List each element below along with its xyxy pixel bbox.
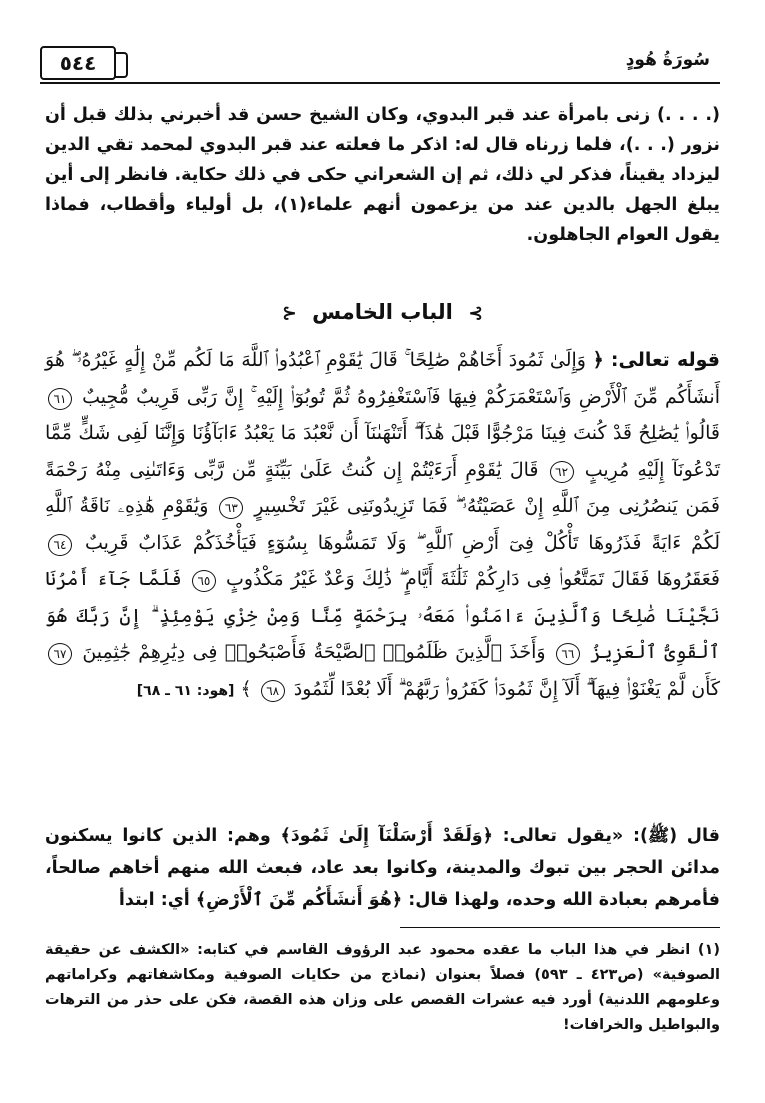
commentary-paragraph <box>45 820 720 916</box>
page-number: ٥٤٤ <box>40 46 116 80</box>
ayah-number-68: ٦٨ <box>261 680 285 702</box>
ayah-number-62: ٦٢ <box>550 461 574 483</box>
intro-paragraph <box>45 100 720 250</box>
ayah-number-63: ٦٣ <box>219 497 243 519</box>
intro-text: (. . . .) زنى بامرأة عند قبر البدوي، وكان الشيخ حسن قد أخبرني بذلك قبل أن نزور (. . .)، فلما زرناه قال له: اذكر ما فعلته عند قبر البدوي لمحمد تقي الدين ليزداد يقيناً، فذكر لي ذلك، ثم إن الشعراني حكى في ذلك حكاية. فانظر إلى أين يبلغ الجهل بالدين عند من يزعمون أنهم علماء(١)، بل أولياء وأقطاب، فماذا يقول العوام الجاهلون. <box>45 105 720 245</box>
ornament-left-icon: ⊰ <box>281 303 297 324</box>
quran-verses <box>45 342 720 709</box>
ayah-67: وَأَخَذَ ٱلَّذِينَ ظَلَمُوا۟ ٱلصَّيْحَةُ فَأَصْبَحُوا۟ فِى دِيَٰرِهِمْ جَٰثِمِينَ <box>82 641 546 663</box>
ayah-65: فَعَقَرُوهَا فَقَالَ تَمَتَّعُوا۟ فِى دَارِكُمْ ثَلَٰثَةَ أَيَّامٍ ۖ ذَٰلِكَ وَعْدٌ غَيْرُ مَكْذُوبٍ <box>226 568 720 590</box>
footnote <box>45 938 720 1038</box>
verse-lead: قوله تعالى: ﴿ <box>592 349 720 371</box>
ayah-number-61: ٦١ <box>48 388 72 410</box>
running-title: سُورَةُ هُودٍ <box>625 50 710 70</box>
verse-close: ﴾ <box>240 677 252 700</box>
ayah-68: كَأَن لَّمْ يَغْنَوْا۟ فِيهَآ ۗ أَلَآ إِنَّ ثَمُودَا۟ كَفَرُوا۟ رَبَّهُمْ ۗ أَلَا بُعْدًا لِّثَمُودَ <box>293 677 720 700</box>
ayah-62: قَالُوا۟ يَٰصَٰلِحُ قَدْ كُنتَ فِينَا مَرْجُوًّا قَبْلَ هَٰذَآ ۖ أَتَنْهَىٰنَآ أَن نَّعْبُدَ مَا يَعْبُدُ ءَابَآؤُنَا وَإِنَّنَا لَفِى شَكٍّ مِّمَّا تَدْعُونَآ إِلَيْهِ مُرِيبٍ <box>45 422 721 481</box>
ornament-right-icon: ⊱ <box>468 303 484 324</box>
ayah-number-67: ٦٧ <box>48 643 72 665</box>
header-rule <box>40 82 720 84</box>
section-heading <box>0 300 765 324</box>
ayah-61: وَإِلَىٰ ثَمُودَ أَخَاهُمْ صَٰلِحًا ۚ قَالَ يَٰقَوْمِ ٱعْبُدُوا۟ ٱللَّهَ مَا لَكُم مِّنْ إِلَٰهٍ غَيْرُهُۥ ۖ هُوَ أَنشَأَكُم مِّنَ ٱلْأَرْضِ وَٱسْتَعْمَرَكُمْ فِيهَا فَٱسْتَغْفِرُوهُ ثُمَّ تُوبُوٓا۟ إِلَيْهِ ۚ إِنَّ رَبِّى قَرِيبٌ مُّجِيبٌ <box>45 349 720 408</box>
footnote-rule <box>400 927 720 928</box>
ayah-64: وَيَٰقَوْمِ هَٰذِهِۦ نَاقَةُ ٱللَّهِ لَكُمْ ءَايَةً فَذَرُوهَا تَأْكُلْ فِىٓ أَرْضِ ٱللَّهِ ۖ وَلَا تَمَسُّوهَا بِسُوٓءٍ فَيَأْخُذَكُمْ عَذَابٌ قَرِيبٌ <box>45 495 721 554</box>
ayah-63: قَالَ يَٰقَوْمِ أَرَءَيْتُمْ إِن كُنتُ عَلَىٰ بَيِّنَةٍ مِّن رَّبِّى وَءَاتَىٰنِى مِنْهُ رَحْمَةً فَمَن يَنصُرُنِى مِنَ ٱللَّهِ إِنْ عَصَيْتُهُۥ ۖ فَمَا تَزِيدُونَنِى غَيْرَ تَخْسِيرٍ <box>45 458 720 517</box>
ayah-number-64: ٦٤ <box>48 534 72 556</box>
ayah-number-65: ٦٥ <box>192 570 216 592</box>
verse-reference: [هود: ٦١ ـ ٦٨] <box>136 682 235 699</box>
footnote-text: (١) انظر في هذا الباب ما عقده محمود عبد الرؤوف القاسم في كتابه: «الكشف عن حقيقة الصوفية» (ص٤٢٣ ـ ٥٩٣) فصلاً بعنوان (نماذج من حكايات الصوفية ومكاشفاتهم وكراماتهم وعلومهم اللدنية) أورد فيه عشرات القصص على وزان هذه القصة، فكن على حذر من الترهات والبواطيل والخرافات! <box>45 942 720 1033</box>
commentary-text: قال (ﷺ): «يقول تعالى: ﴿وَلَقَدْ أَرْسَلْنَآ إِلَىٰ ثَمُودَ﴾ وهم: الذين كانوا يسكنون مدائن الحجر بين تبوك والمدينة، وكانوا بعد عاد، فبعث الله منهم أخاهم صالحاً، فأمرهم بعبادة الله وحده، ولهذا قال: ﴿هُوَ أَنشَأَكُم مِّنَ ٱلْأَرْضِ﴾ أي: ابتدأ <box>45 826 720 910</box>
ayah-66: فَلَمَّا جَآءَ أَمْرُنَا نَجَّيْنَا صَٰلِحًا وَٱلَّذِينَ ءَامَنُوا۟ مَعَهُۥ بِرَحْمَةٍ مِّنَّا وَمِنْ خِزْىِ يَوْمِئِذٍ ۗ إِنَّ رَبَّكَ هُوَ ٱلْقَوِىُّ ٱلْعَزِيزُ <box>45 568 720 663</box>
section-title: الباب الخامس <box>312 300 453 324</box>
ayah-number-66: ٦٦ <box>556 643 580 665</box>
